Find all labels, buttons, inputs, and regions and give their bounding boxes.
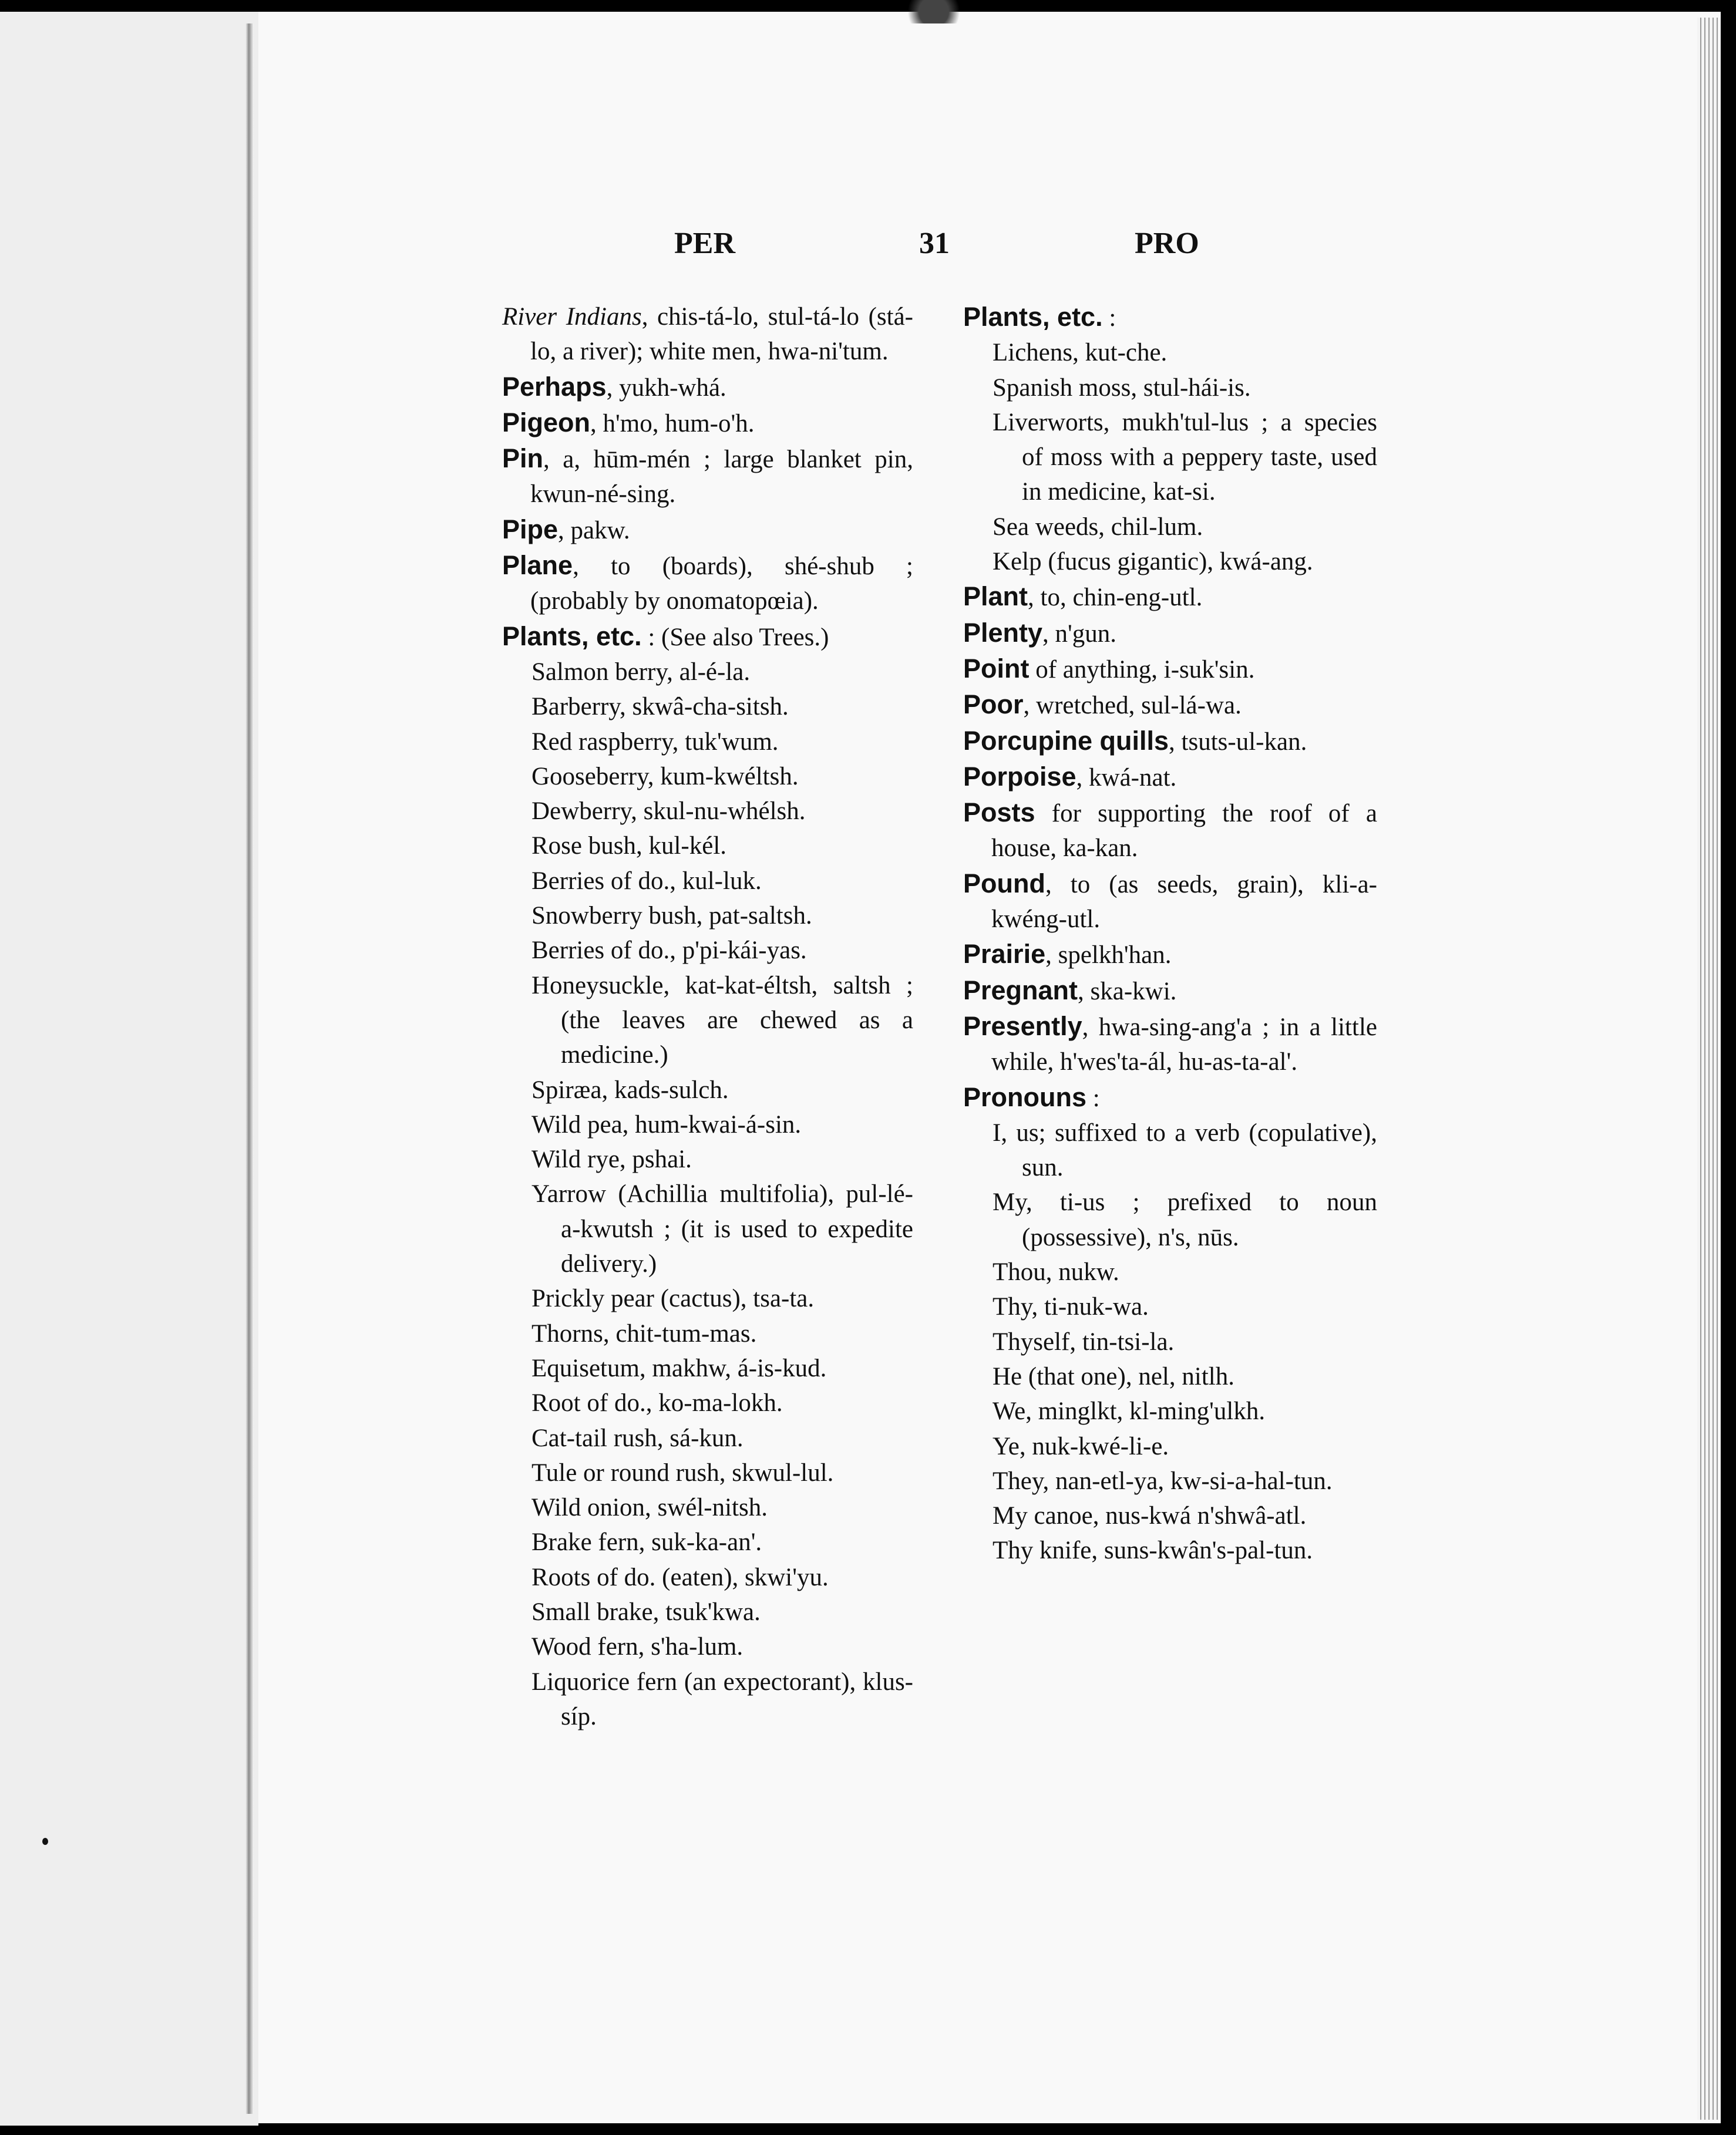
sub-entry-text: He (that one), nel, nitlh. bbox=[993, 1362, 1234, 1390]
entry-definition: , h'mo, hum-o'h. bbox=[590, 409, 755, 437]
sub-entry bbox=[502, 1490, 913, 1525]
sub-entry bbox=[502, 1073, 913, 1107]
sub-entry-text: Tule or round rush, skwul-lul. bbox=[531, 1459, 834, 1487]
sub-entry bbox=[963, 1325, 1377, 1359]
sub-entry bbox=[502, 1421, 913, 1456]
entry-headword: Point bbox=[963, 653, 1030, 683]
dictionary-entry bbox=[502, 441, 913, 512]
dictionary-entry bbox=[963, 1080, 1377, 1116]
sub-entry bbox=[502, 829, 913, 863]
entry-headword: Perhaps bbox=[502, 371, 607, 402]
entry-headword: Poor bbox=[963, 689, 1024, 720]
sub-entry-text: Ye, nuk-kwé-li-e. bbox=[993, 1432, 1169, 1460]
sub-entry bbox=[502, 864, 913, 898]
sub-entry-text: Thy knife, suns-kwân's-pal-tun. bbox=[993, 1537, 1313, 1565]
entry-headword: Pregnant bbox=[963, 975, 1078, 1005]
scan-artifact bbox=[899, 0, 969, 23]
sub-entry-text: I, us; suffixed to a verb (copulative), sun. bbox=[993, 1119, 1377, 1182]
sub-entry bbox=[502, 1560, 913, 1595]
margin-dot bbox=[42, 1838, 48, 1845]
entry-definition: : (See also Trees.) bbox=[641, 623, 829, 651]
sub-entry bbox=[502, 1629, 913, 1664]
entry-headword: Porpoise bbox=[963, 761, 1076, 792]
entry-definition: , yukh-whá. bbox=[606, 373, 726, 402]
entry-definition: : bbox=[1102, 304, 1116, 332]
entry-definition: , wretched, sul-lá-wa. bbox=[1023, 692, 1242, 720]
page-stack-edge bbox=[1697, 18, 1721, 2120]
entry-definition: , pakw. bbox=[558, 516, 630, 544]
dictionary-entry bbox=[963, 973, 1377, 1009]
sub-entry-text: Spanish moss, stul-hái-is. bbox=[993, 373, 1251, 402]
entry-definition: , to, chin-eng-utl. bbox=[1028, 584, 1203, 612]
sub-entry bbox=[502, 898, 913, 933]
sub-entry bbox=[963, 1185, 1377, 1255]
sub-entry-text: Equisetum, makhw, á-is-kud. bbox=[531, 1354, 827, 1382]
dictionary-entry bbox=[502, 299, 913, 369]
header-right-guide-word: PRO bbox=[1135, 227, 1199, 260]
entry-headword: Pound bbox=[963, 868, 1045, 898]
right-column bbox=[963, 299, 1377, 1568]
sub-entry bbox=[502, 1595, 913, 1629]
entry-definition: for supporting the roof of a house, ka-kan. bbox=[991, 800, 1377, 863]
entry-headword: Prairie bbox=[963, 939, 1046, 969]
sub-entry bbox=[502, 1316, 913, 1351]
entry-definition: , to (boards), shé-shub ; (probably by onomatopœia). bbox=[530, 553, 913, 615]
sub-entry-text: Liverworts, mukh'tul-lus ; a species of moss with a peppery taste, used in medicine, kat-si. bbox=[993, 408, 1377, 506]
entry-continuation-head: River Indians bbox=[502, 303, 642, 331]
sub-entry-text: Lichens, kut-che. bbox=[993, 339, 1168, 367]
entry-headword: Posts bbox=[963, 797, 1035, 828]
entry-definition: , kwá-nat. bbox=[1076, 763, 1177, 792]
sub-entry bbox=[963, 510, 1377, 544]
sub-entry bbox=[502, 1281, 913, 1316]
sub-entry bbox=[502, 968, 913, 1073]
entry-definition: : bbox=[1086, 1084, 1100, 1112]
entry-definition: , ska-kwi. bbox=[1078, 977, 1177, 1005]
sub-entry-text: We, minglkt, kl-ming'ulkh. bbox=[993, 1397, 1266, 1426]
sub-entry-text: Wild rye, pshai. bbox=[531, 1146, 692, 1174]
sub-entry bbox=[963, 544, 1377, 579]
sub-entry-text: Barberry, skwâ-cha-sitsh. bbox=[531, 693, 789, 721]
sub-entry-text: Spiræa, kads-sulch. bbox=[531, 1076, 729, 1104]
sub-entry-text: My, ti-us ; prefixed to noun (possessive), n's, nūs. bbox=[993, 1188, 1377, 1251]
sub-entry-text: Thyself, tin-tsi-la. bbox=[993, 1328, 1175, 1356]
sub-entry bbox=[963, 1116, 1377, 1186]
sub-entry bbox=[963, 1533, 1377, 1568]
entry-definition: , n'gun. bbox=[1042, 619, 1117, 648]
dictionary-entry bbox=[502, 548, 913, 619]
entry-headword: Pronouns bbox=[963, 1082, 1086, 1112]
entry-headword: Plant bbox=[963, 581, 1028, 612]
sub-entry-text: Roots of do. (eaten), skwi'yu. bbox=[531, 1563, 829, 1591]
dictionary-entry bbox=[963, 651, 1377, 687]
sub-entry bbox=[502, 1665, 913, 1735]
entry-definition: , tsuts-ul-kan. bbox=[1169, 728, 1307, 756]
dictionary-entry bbox=[963, 937, 1377, 972]
dictionary-entry bbox=[963, 759, 1377, 795]
entry-definition: , to (as seeds, grain), kli-a-kwéng-utl. bbox=[991, 870, 1377, 934]
running-header bbox=[0, 226, 1736, 267]
dictionary-entry bbox=[502, 512, 913, 548]
left-column bbox=[502, 299, 913, 1734]
sub-entry-text: Brake fern, suk-ka-an'. bbox=[531, 1528, 762, 1557]
sub-entry bbox=[963, 1429, 1377, 1464]
entry-headword: Plants, etc. bbox=[963, 302, 1103, 332]
dictionary-entry bbox=[963, 723, 1377, 759]
header-left-guide-word: PER bbox=[674, 227, 735, 260]
sub-entry-text: Honeysuckle, kat-kat-éltsh, saltsh ; (the leaves are chewed as a medicine.) bbox=[531, 971, 913, 1069]
entry-definition: , chis-tá-lo, stul-tá-lo (stá-lo, a river); white men, hwa-ni'tum. bbox=[530, 303, 913, 366]
sub-entry-text: Snowberry bush, pat-saltsh. bbox=[531, 902, 812, 930]
sub-entry bbox=[963, 371, 1377, 405]
sub-entry-text: Rose bush, kul-kél. bbox=[531, 832, 727, 860]
sub-entry bbox=[502, 933, 913, 968]
sub-entry bbox=[502, 689, 913, 724]
sub-entry-text: Sea weeds, chil-lum. bbox=[993, 513, 1203, 541]
sub-entry bbox=[502, 1142, 913, 1177]
sub-entry bbox=[502, 1351, 913, 1386]
sub-entry bbox=[502, 1177, 913, 1281]
sub-entry bbox=[502, 1386, 913, 1420]
sub-entry-text: Dewberry, skul-nu-whélsh. bbox=[531, 797, 806, 826]
entry-headword: Pin bbox=[502, 443, 544, 474]
entry-headword: Pigeon bbox=[502, 407, 591, 437]
sub-entry bbox=[963, 335, 1377, 370]
dictionary-entry bbox=[502, 405, 913, 441]
sub-entry bbox=[963, 1464, 1377, 1498]
entry-definition: of anything, i-suk'sin. bbox=[1029, 655, 1255, 683]
sub-entry bbox=[502, 794, 913, 829]
sub-entry bbox=[502, 1107, 913, 1142]
dictionary-entry bbox=[963, 1009, 1377, 1080]
sub-entry-text: Thou, nukw. bbox=[993, 1258, 1119, 1287]
entry-definition: , spelkh'han. bbox=[1045, 941, 1172, 969]
left-page-margin bbox=[0, 12, 258, 2126]
entry-headword: Presently bbox=[963, 1011, 1082, 1041]
sub-entry-text: Salmon berry, al-é-la. bbox=[531, 658, 751, 686]
sub-entry-text: Red raspberry, tuk'wum. bbox=[531, 728, 779, 756]
entry-definition: , a, hūm-mén ; large blanket pin, kwun-né-sing. bbox=[530, 446, 913, 509]
sub-entry bbox=[963, 1359, 1377, 1394]
sub-entry-text: My canoe, nus-kwá n'shwâ-atl. bbox=[993, 1502, 1307, 1530]
dictionary-entry bbox=[502, 369, 913, 405]
sub-entry bbox=[502, 1456, 913, 1490]
sub-entry bbox=[502, 759, 913, 794]
sub-entry bbox=[963, 1498, 1377, 1533]
sub-entry-text: Wild pea, hum-kwai-á-sin. bbox=[531, 1110, 802, 1139]
dictionary-entry bbox=[963, 866, 1377, 937]
entry-headword: Pipe bbox=[502, 514, 559, 544]
sub-entry-text: Gooseberry, kum-kwéltsh. bbox=[531, 762, 799, 790]
sub-entry-text: Small brake, tsuk'kwa. bbox=[531, 1598, 761, 1626]
sub-entry-text: Root of do., ko-ma-lokh. bbox=[531, 1389, 783, 1417]
sub-entry-text: Kelp (fucus gigantic), kwá-ang. bbox=[993, 548, 1313, 576]
dictionary-entry bbox=[963, 615, 1377, 651]
sub-entry bbox=[963, 1289, 1377, 1324]
sub-entry-text: Prickly pear (cactus), tsa-ta. bbox=[531, 1285, 815, 1313]
sub-entry-text: Liquorice fern (an expectorant), klus-síp. bbox=[531, 1668, 913, 1730]
dictionary-entry bbox=[502, 619, 913, 655]
sub-entry-text: Thy, ti-nuk-wa. bbox=[993, 1293, 1149, 1321]
sub-entry-text: Cat-tail rush, sá-kun. bbox=[531, 1424, 743, 1452]
dictionary-entry bbox=[963, 795, 1377, 866]
sub-entry bbox=[502, 725, 913, 759]
sub-entry-text: Wood fern, s'ha-lum. bbox=[531, 1633, 743, 1661]
entry-headword: Plenty bbox=[963, 617, 1043, 648]
sub-entry bbox=[502, 655, 913, 689]
sub-entry bbox=[502, 1525, 913, 1560]
entry-headword: Plants, etc. bbox=[502, 621, 642, 651]
book-gutter bbox=[245, 23, 254, 2114]
sub-entry-text: Thorns, chit-tum-mas. bbox=[531, 1319, 757, 1348]
sub-entry bbox=[963, 1255, 1377, 1289]
sub-entry-text: Yarrow (Achillia multifolia), pul-lé-a-kwutsh ; (it is used to expedite delivery.) bbox=[531, 1180, 913, 1278]
dictionary-entry bbox=[963, 299, 1377, 335]
dictionary-entry bbox=[963, 687, 1377, 723]
entry-definition: , hwa-sing-ang'a ; in a little while, h'wes'ta-ál, hu-as-ta-al'. bbox=[991, 1013, 1377, 1076]
sub-entry-text: They, nan-etl-ya, kw-si-a-hal-tun. bbox=[993, 1467, 1333, 1495]
sub-entry bbox=[963, 405, 1377, 510]
sub-entry-text: Wild onion, swél-nitsh. bbox=[531, 1494, 768, 1522]
sub-entry-text: Berries of do., kul-luk. bbox=[531, 867, 762, 895]
sub-entry bbox=[963, 1394, 1377, 1429]
sub-entry-text: Berries of do., p'pi-kái-yas. bbox=[531, 937, 807, 965]
entry-headword: Plane bbox=[502, 550, 573, 581]
dictionary-entry bbox=[963, 579, 1377, 615]
page-number: 31 bbox=[919, 227, 950, 260]
entry-headword: Porcupine quills bbox=[963, 725, 1169, 756]
